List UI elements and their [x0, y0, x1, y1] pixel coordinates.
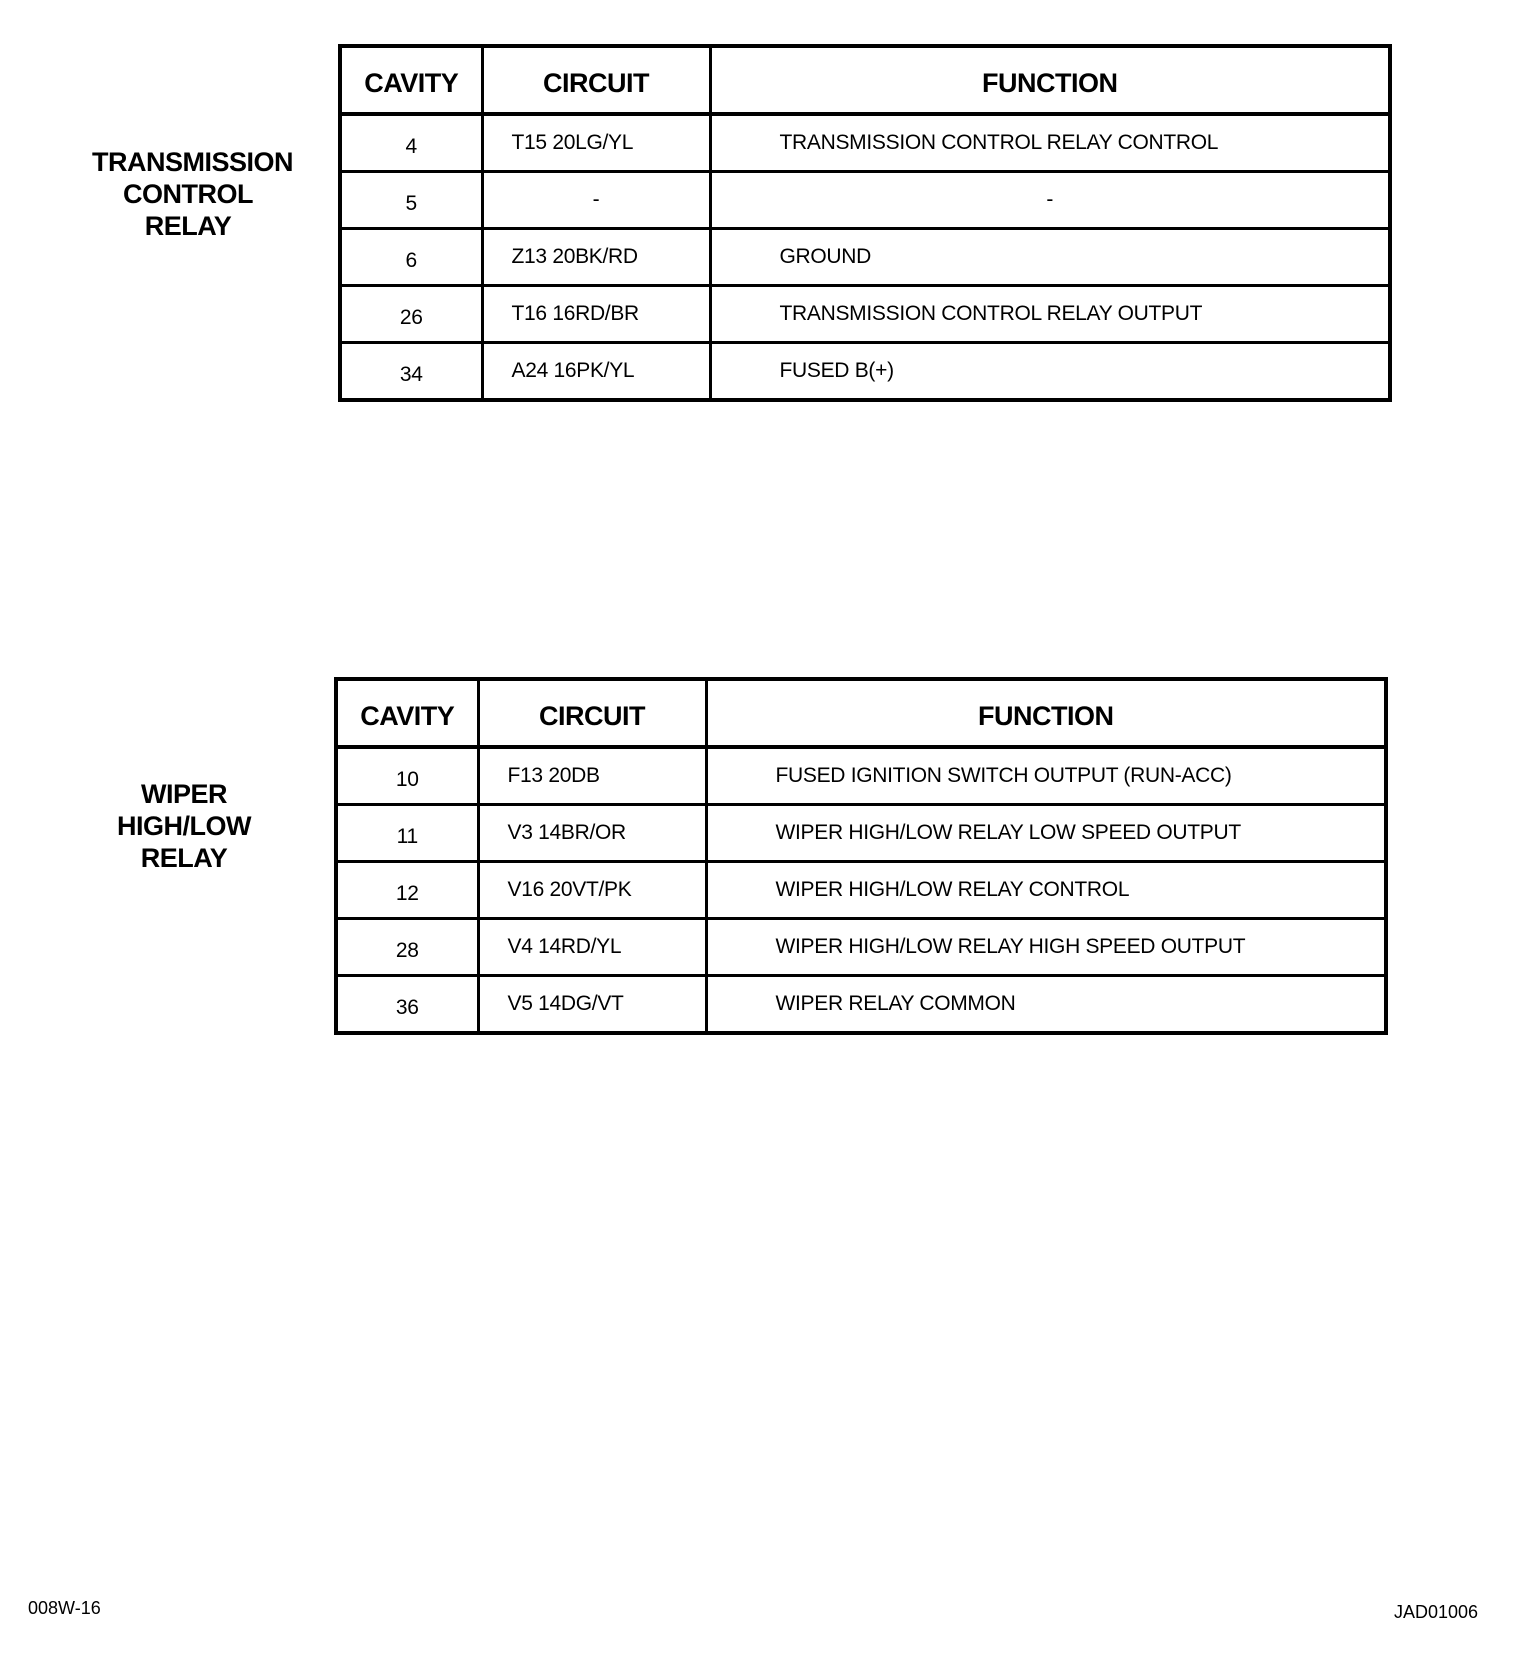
function-cell: FUSED IGNITION SWITCH OUTPUT (RUN-ACC): [706, 747, 1386, 805]
cavity-cell: 34: [340, 343, 482, 401]
wiper-high-low-relay-table: [334, 677, 1388, 1035]
circuit-cell: -: [482, 172, 710, 229]
cavity-cell: 26: [340, 286, 482, 343]
cavity-cell: 12: [336, 862, 478, 919]
section-label-line: WIPER: [140, 779, 227, 809]
function-cell: -: [710, 172, 1390, 229]
wiper-high-low-relay-label: [92, 778, 276, 874]
cavity-cell: 36: [336, 976, 478, 1034]
function-cell: WIPER HIGH/LOW RELAY HIGH SPEED OUTPUT: [706, 919, 1386, 976]
circuit-header: CIRCUIT: [482, 46, 710, 114]
section-label-line: RELAY: [140, 843, 228, 873]
table-header-row: [336, 679, 1386, 747]
section-label-line: TRANSMISSION: [92, 147, 294, 177]
cavity-cell: 6: [340, 229, 482, 286]
function-cell: TRANSMISSION CONTROL RELAY CONTROL: [710, 114, 1390, 172]
table-row: [340, 286, 1390, 343]
function-cell: TRANSMISSION CONTROL RELAY OUTPUT: [710, 286, 1390, 343]
function-header: FUNCTION: [710, 46, 1390, 114]
table-row: [340, 229, 1390, 286]
section-label-line: RELAY: [144, 211, 232, 241]
cavity-header: CAVITY: [336, 679, 478, 747]
circuit-cell: A24 16PK/YL: [482, 343, 710, 401]
circuit-cell: V16 20VT/PK: [478, 862, 706, 919]
cavity-cell: 11: [336, 805, 478, 862]
table-row: [336, 747, 1386, 805]
table-row: [336, 976, 1386, 1034]
circuit-cell: Z13 20BK/RD: [482, 229, 710, 286]
table-row: [336, 862, 1386, 919]
cavity-cell: 4: [340, 114, 482, 172]
circuit-cell: V5 14DG/VT: [478, 976, 706, 1034]
circuit-cell: V3 14BR/OR: [478, 805, 706, 862]
function-cell: FUSED B(+): [710, 343, 1390, 401]
table-row: [340, 114, 1390, 172]
circuit-cell: F13 20DB: [478, 747, 706, 805]
function-cell: GROUND: [710, 229, 1390, 286]
figure-code-right: JAD01006: [1393, 1602, 1478, 1622]
transmission-control-relay-table: [338, 44, 1392, 402]
section-label-line: CONTROL: [123, 179, 253, 209]
function-cell: WIPER RELAY COMMON: [706, 976, 1386, 1034]
cavity-cell: 5: [340, 172, 482, 229]
section-label-line: HIGH/LOW: [117, 811, 251, 841]
table-row: [336, 919, 1386, 976]
table-row: [336, 805, 1386, 862]
function-header: FUNCTION: [706, 679, 1386, 747]
cavity-cell: 10: [336, 747, 478, 805]
cavity-header: CAVITY: [340, 46, 482, 114]
table-row: [340, 172, 1390, 229]
cavity-cell: 28: [336, 919, 478, 976]
circuit-cell: T16 16RD/BR: [482, 286, 710, 343]
function-cell: WIPER HIGH/LOW RELAY CONTROL: [706, 862, 1386, 919]
table-row: [340, 343, 1390, 401]
circuit-header: CIRCUIT: [478, 679, 706, 747]
circuit-cell: T15 20LG/YL: [482, 114, 710, 172]
table-header-row: [340, 46, 1390, 114]
figure-code-left: 008W-16: [28, 1598, 101, 1618]
function-cell: WIPER HIGH/LOW RELAY LOW SPEED OUTPUT: [706, 805, 1386, 862]
circuit-cell: V4 14RD/YL: [478, 919, 706, 976]
transmission-control-relay-label: [92, 146, 294, 242]
